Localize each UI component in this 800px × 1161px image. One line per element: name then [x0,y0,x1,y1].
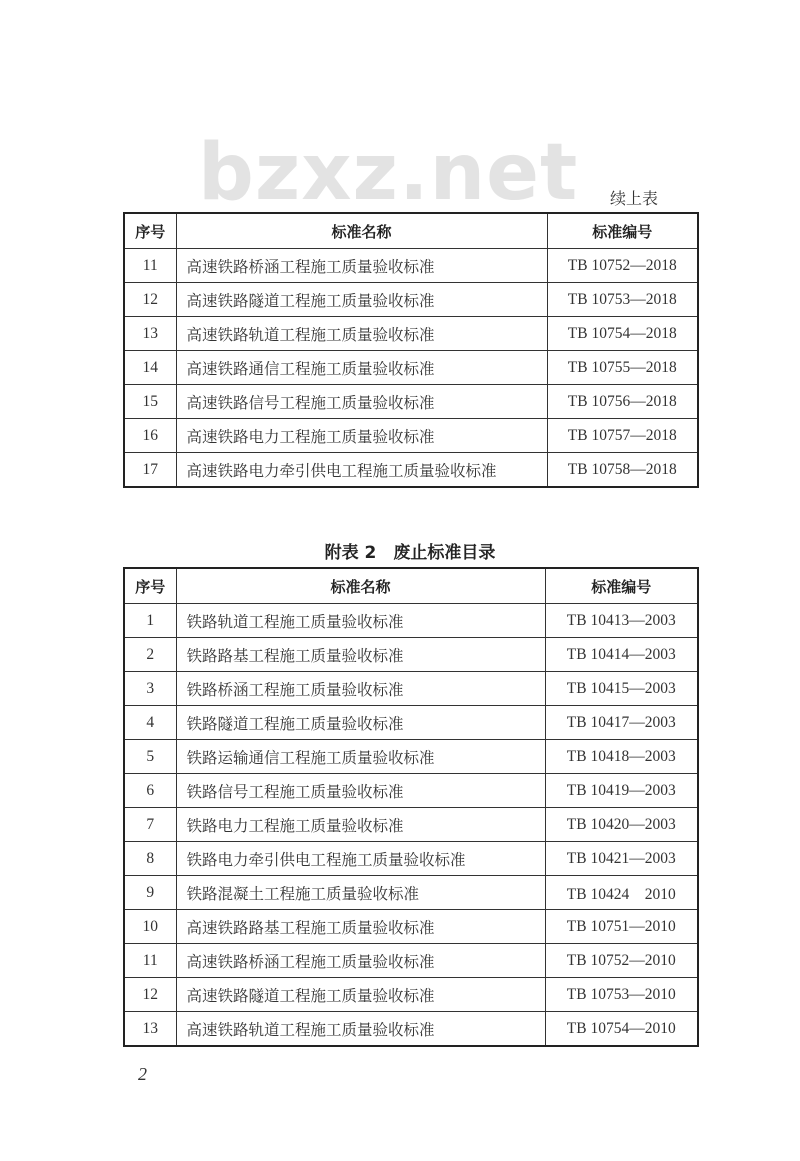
cell-name: 高速铁路路基工程施工质量验收标准 [176,910,545,944]
table-row [124,774,698,808]
cell-name: 高速铁路桥涵工程施工质量验收标准 [176,944,545,978]
cell-no: 4 [124,706,176,740]
cell-name: 高速铁路轨道工程施工质量验收标准 [176,1012,545,1047]
cell-code: TB 10753—2018 [547,283,698,317]
cell-code: TB 10421—2003 [545,842,698,876]
cell-code: TB 10424 2010 [545,876,698,910]
cell-name: 铁路桥涵工程施工质量验收标准 [176,672,545,706]
abolished-standards-table [123,567,699,1047]
table-row [124,944,698,978]
cell-code: TB 10420—2003 [545,808,698,842]
cell-no: 1 [124,604,176,638]
table-row [124,249,698,283]
watermark: bzxz.net [198,128,579,218]
cell-no: 9 [124,876,176,910]
table-row [124,283,698,317]
cell-name: 铁路电力牵引供电工程施工质量验收标准 [176,842,545,876]
table-header [124,568,698,604]
table-row [124,706,698,740]
cell-no: 6 [124,774,176,808]
cell-code: TB 10755—2018 [547,351,698,385]
cell-code: TB 10413—2003 [545,604,698,638]
cell-name: 高速铁路信号工程施工质量验收标准 [176,385,547,419]
cell-code: TB 10418—2003 [545,740,698,774]
cell-name: 高速铁路电力工程施工质量验收标准 [176,419,547,453]
cell-no: 16 [124,419,176,453]
table2-title: 附表 2 废止标准目录 [324,543,496,563]
continued-label: 续上表 [610,191,659,208]
cell-name: 高速铁路隧道工程施工质量验收标准 [176,283,547,317]
cell-code: TB 10752—2010 [545,944,698,978]
cell-no: 15 [124,385,176,419]
cell-code: TB 10757—2018 [547,419,698,453]
table-row [124,317,698,351]
cell-no: 2 [124,638,176,672]
header-no: 序号 [124,213,176,249]
cell-code: TB 10414—2003 [545,638,698,672]
cell-name: 高速铁路隧道工程施工质量验收标准 [176,978,545,1012]
table-row [124,842,698,876]
table-row [124,638,698,672]
table-row [124,351,698,385]
cell-no: 17 [124,453,176,488]
cell-name: 铁路隧道工程施工质量验收标准 [176,706,545,740]
cell-name: 高速铁路通信工程施工质量验收标准 [176,351,547,385]
table-row [124,672,698,706]
cell-no: 13 [124,317,176,351]
cell-no: 8 [124,842,176,876]
cell-name: 高速铁路轨道工程施工质量验收标准 [176,317,547,351]
cell-no: 13 [124,1012,176,1047]
cell-name: 铁路运输通信工程施工质量验收标准 [176,740,545,774]
table-row [124,419,698,453]
table-row [124,978,698,1012]
table-row [124,453,698,488]
cell-name: 铁路信号工程施工质量验收标准 [176,774,545,808]
cell-name: 铁路路基工程施工质量验收标准 [176,638,545,672]
cell-no: 12 [124,978,176,1012]
table-row [124,876,698,910]
table-row [124,808,698,842]
cell-code: TB 10751—2010 [545,910,698,944]
cell-no: 12 [124,283,176,317]
cell-no: 11 [124,249,176,283]
cell-no: 14 [124,351,176,385]
cell-name: 高速铁路电力牵引供电工程施工质量验收标准 [176,453,547,488]
cell-no: 10 [124,910,176,944]
cell-code: TB 10758—2018 [547,453,698,488]
table-row [124,385,698,419]
table-row [124,740,698,774]
header-name: 标准名称 [176,568,545,604]
header-code: 标准编号 [545,568,698,604]
standards-table-continued [123,212,699,488]
cell-code: TB 10753—2010 [545,978,698,1012]
cell-name: 铁路轨道工程施工质量验收标准 [176,604,545,638]
cell-code: TB 10752—2018 [547,249,698,283]
table-row [124,604,698,638]
cell-name: 高速铁路桥涵工程施工质量验收标准 [176,249,547,283]
cell-code: TB 10754—2018 [547,317,698,351]
header-no: 序号 [124,568,176,604]
table-row [124,910,698,944]
cell-no: 11 [124,944,176,978]
cell-no: 5 [124,740,176,774]
cell-code: TB 10419—2003 [545,774,698,808]
cell-no: 7 [124,808,176,842]
cell-code: TB 10756—2018 [547,385,698,419]
cell-code: TB 10754—2010 [545,1012,698,1047]
header-code: 标准编号 [547,213,698,249]
cell-no: 3 [124,672,176,706]
header-name: 标准名称 [176,213,547,249]
cell-name: 铁路电力工程施工质量验收标准 [176,808,545,842]
cell-code: TB 10417—2003 [545,706,698,740]
table-header [124,213,698,249]
cell-name: 铁路混凝土工程施工质量验收标准 [176,876,545,910]
page-number: 2 [138,1064,147,1084]
table-row [124,1012,698,1047]
cell-code: TB 10415—2003 [545,672,698,706]
